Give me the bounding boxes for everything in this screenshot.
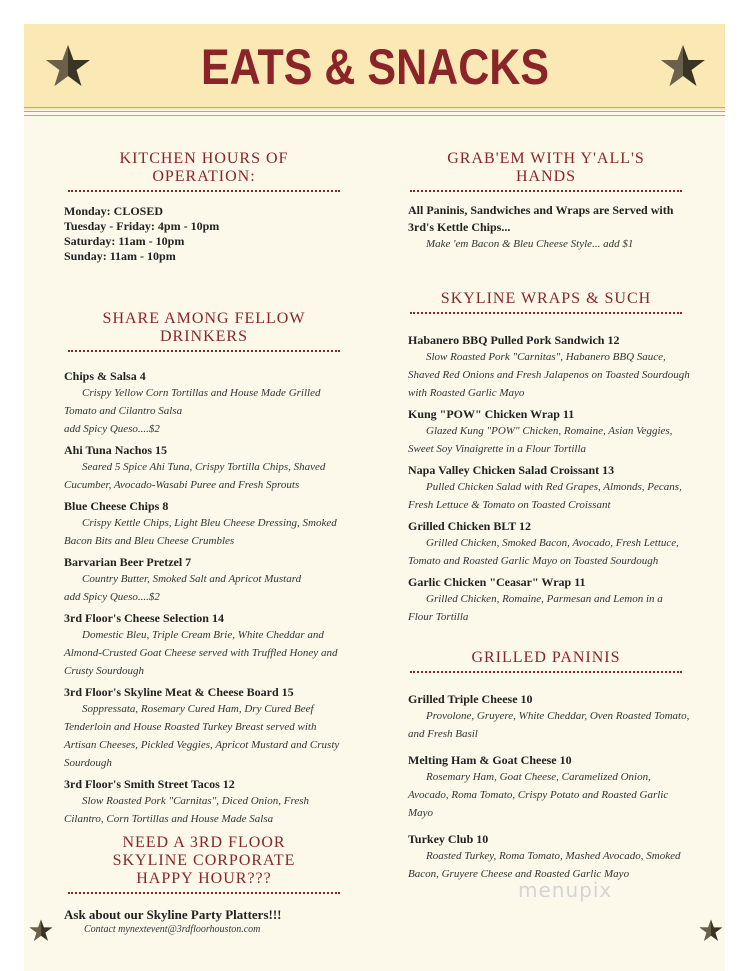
list-item [64, 611, 344, 680]
star-icon [699, 919, 723, 942]
item-name: Habanero BBQ Pulled Pork Sandwich 12 [408, 333, 620, 347]
item-name: Barvarian Beer Pretzel 7 [64, 555, 192, 569]
star-icon [45, 44, 91, 88]
item-description: Slow Roasted Pork "Carnitas", Diced Onion, Fresh Cilantro, Corn Tortillas and House Made Salsa [64, 795, 309, 825]
item-description: Crispy Kettle Chips, Light Bleu Cheese Dressing, Smoked Bacon Bits and Bleu Cheese Crumbles [64, 517, 337, 547]
item-name: Kung "POW" Chicken Wrap 11 [408, 407, 575, 421]
star-icon [29, 919, 53, 942]
item-description: Glazed Kung "POW" Chicken, Romaine, Asian Veggies, Sweet Soy Vinaigrette in a Flour Tortilla [408, 425, 673, 455]
hours-line: Tuesday - Friday: 4pm - 10pm [64, 219, 220, 233]
wraps-items [408, 333, 690, 631]
item-description: Provolone, Gruyere, White Cheddar, Oven Roasted Tomato, and Fresh Basil [408, 710, 690, 740]
item-description: Grilled Chicken, Smoked Bacon, Avocado, Fresh Lettuce, Tomato and Roasted Garlic Mayo on Toasted Sourdough [408, 537, 679, 567]
item-name: 3rd Floor's Skyline Meat & Cheese Board 15 [64, 685, 294, 699]
list-item [64, 777, 344, 828]
dotted-divider [410, 671, 682, 673]
item-extra: add Spicy Queso....$2 [64, 591, 160, 603]
paninis-items [408, 692, 690, 888]
share-section [64, 310, 344, 352]
corporate-section [64, 834, 344, 894]
list-item [64, 369, 344, 438]
list-item [64, 443, 344, 494]
item-description: Crispy Yellow Corn Tortillas and House Made Grilled Tomato and Cilantro Salsa [64, 387, 321, 417]
list-item [408, 519, 690, 570]
list-item [408, 407, 690, 458]
item-description: Domestic Bleu, Triple Cream Brie, White Cheddar and Almond-Crusted Goat Cheese served with Truffled Honey and Crusty Sourdough [64, 629, 338, 677]
item-name: Chips & Salsa 4 [64, 369, 146, 383]
item-description: Slow Roasted Pork "Carnitas", Habanero BBQ Sauce, Shaved Red Onions and Fresh Jalapenos on Toasted Sourdough with Roasted Garlic Mayo [408, 351, 690, 399]
item-name: Turkey Club 10 [408, 832, 489, 846]
party-platters-text: Ask about our Skyline Party Platters!!! [64, 907, 282, 922]
hours-line: Saturday: 11am - 10pm [64, 234, 185, 248]
header-rule [24, 115, 725, 116]
header-rule [24, 111, 725, 112]
watermark: menupix [518, 878, 613, 902]
list-item [408, 692, 690, 743]
bacon-bleu-addon: Make 'em Bacon & Bleu Cheese Style... add $1 [426, 238, 634, 250]
hours-line: Sunday: 11am - 10pm [64, 249, 176, 263]
page-title: EATS & SNACKS [200, 39, 550, 95]
item-name: Grilled Chicken BLT 12 [408, 519, 532, 533]
header-rule [24, 107, 725, 108]
item-description: Rosemary Ham, Goat Cheese, Caramelized Onion, Avocado, Roma Tomato, Crispy Potato and Roasted Garlic Mayo [408, 771, 669, 819]
contact-email[interactable]: Contact mynextevent@3rdfloorhouston.com [84, 924, 261, 935]
dotted-divider [68, 892, 340, 894]
item-extra: add Spicy Queso....$2 [64, 423, 160, 435]
item-description: Soppressata, Rosemary Cured Ham, Dry Cured Beef Tenderloin and House Roasted Turkey Breast served with Artisan Cheeses, Pickled Veggies, Apricot Mustard and Crusty Sourdough [64, 703, 340, 769]
dotted-divider [68, 350, 340, 352]
dotted-divider [410, 190, 682, 192]
list-item [408, 463, 690, 514]
paninis-section [408, 649, 684, 673]
section-title: SHARE AMONG FELLOW DRINKERS [102, 310, 306, 345]
hours-line: Monday: CLOSED [64, 204, 164, 218]
item-description: Country Butter, Smoked Salt and Apricot Mustard [82, 573, 302, 585]
item-name: Garlic Chicken "Ceasar" Wrap 11 [408, 575, 586, 589]
item-description: Seared 5 Spice Ahi Tuna, Crispy Tortilla Chips, Shaved Cucumber, Avocado-Wasabi Puree and Fresh Sprouts [64, 461, 326, 491]
dotted-divider [410, 312, 682, 314]
list-item [408, 333, 690, 402]
item-name: Napa Valley Chicken Salad Croissant 13 [408, 463, 615, 477]
list-item [64, 685, 344, 772]
item-name: Blue Cheese Chips 8 [64, 499, 169, 513]
dotted-divider [68, 190, 340, 192]
item-name: Melting Ham & Goat Cheese 10 [408, 753, 572, 767]
star-icon [660, 44, 706, 88]
served-with-text: All Paninis, Sandwiches and Wraps are Served with 3rd's Kettle Chips... [408, 203, 674, 234]
list-item [408, 575, 690, 626]
item-description: Roasted Turkey, Roma Tomato, Mashed Avocado, Smoked Bacon, Gruyere Cheese and Roasted Garlic Mayo [408, 850, 681, 880]
wraps-section [408, 290, 684, 314]
hours-list [64, 204, 344, 264]
section-title: GRILLED PANINIS [471, 649, 621, 666]
item-name: Ahi Tuna Nachos 15 [64, 443, 168, 457]
list-item [408, 832, 690, 883]
section-title: KITCHEN HOURS OF OPERATION: [119, 150, 289, 185]
section-title: GRAB'EM WITH Y'ALL'S HANDS [447, 150, 645, 185]
item-name: 3rd Floor's Smith Street Tacos 12 [64, 777, 235, 791]
list-item [64, 499, 344, 550]
item-description: Grilled Chicken, Romaine, Parmesan and Lemon in a Flour Tortilla [408, 593, 663, 623]
section-title: SKYLINE WRAPS & SUCH [440, 290, 652, 307]
item-description: Pulled Chicken Salad with Red Grapes, Almonds, Pecans, Fresh Lettuce & Tomato on Toasted Croissant [408, 481, 682, 511]
kitchen-hours-section [64, 150, 344, 264]
list-item [408, 753, 690, 822]
list-item [64, 555, 344, 606]
corporate-contact [64, 907, 354, 937]
share-items [64, 369, 344, 833]
grab-section [408, 150, 684, 252]
item-name: 3rd Floor's Cheese Selection 14 [64, 611, 224, 625]
item-name: Grilled Triple Cheese 10 [408, 692, 533, 706]
section-title: NEED A 3RD FLOOR SKYLINE CORPORATE HAPPY HOUR??? [112, 834, 296, 887]
